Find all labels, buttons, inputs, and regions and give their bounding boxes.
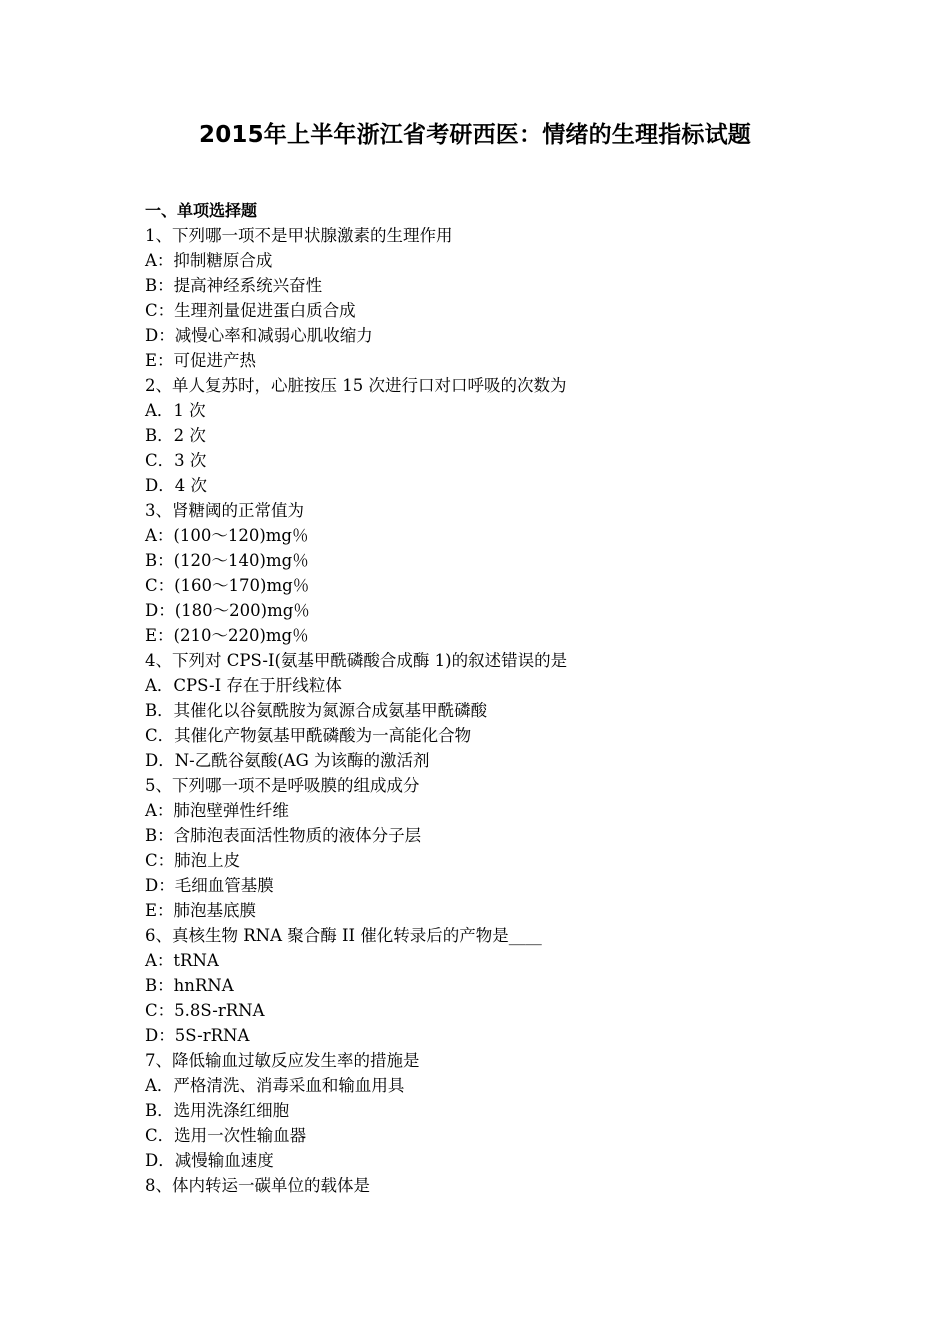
answer-option: B．其催化以谷氨酰胺为氮源合成氨基甲酰磷酸 xyxy=(145,701,488,720)
answer-option: E：可促进产热 xyxy=(145,351,257,370)
answer-option: A：tRNA xyxy=(145,951,219,970)
question-stem: 5、下列哪一项不是呼吸膜的组成成分 xyxy=(145,776,420,795)
answer-option: C．选用一次性输血器 xyxy=(145,1126,307,1145)
question-stem: 1、下列哪一项不是甲状腺激素的生理作用 xyxy=(145,226,453,245)
question-stem: 2、单人复苏时，心脏按压 15 次进行口对口呼吸的次数为 xyxy=(145,376,567,395)
answer-option: C：(160～170)mg％ xyxy=(145,576,310,595)
answer-option: C：5.8S-rRNA xyxy=(145,1001,265,1020)
answer-option: D．减慢输血速度 xyxy=(145,1151,274,1170)
question-stem: 4、下列对 CPS-I(氨基甲酰磷酸合成酶 1)的叙述错误的是 xyxy=(145,651,568,670)
question-block xyxy=(145,1173,845,1198)
answer-option: C：肺泡上皮 xyxy=(145,851,241,870)
answer-option: B：hnRNA xyxy=(145,976,234,995)
answer-option: A．1 次 xyxy=(145,401,206,420)
answer-option: D：(180～200)mg％ xyxy=(145,601,310,620)
answer-option: D：减慢心率和减弱心肌收缩力 xyxy=(145,326,373,345)
question-stem: 6、真核生物 RNA 聚合酶 II 催化转录后的产物是____ xyxy=(145,926,542,945)
question-block xyxy=(145,648,845,773)
answer-option: E：肺泡基底膜 xyxy=(145,901,257,920)
answer-option: E：(210～220)mg％ xyxy=(145,626,309,645)
answer-option: D：5S-rRNA xyxy=(145,1026,250,1045)
answer-option: B．选用洗涤红细胞 xyxy=(145,1101,290,1120)
question-stem: 8、体内转运一碳单位的载体是 xyxy=(145,1176,370,1195)
answer-option: B：(120～140)mg％ xyxy=(145,551,309,570)
question-stem: 3、肾糖阈的正常值为 xyxy=(145,501,304,520)
answer-option: D：毛细血管基膜 xyxy=(145,876,274,895)
answer-option: A：(100～120)mg％ xyxy=(145,526,309,545)
answer-option: A．CPS-I 存在于肝线粒体 xyxy=(145,676,342,695)
question-block xyxy=(145,223,845,373)
answer-option: D．4 次 xyxy=(145,476,207,495)
question-block xyxy=(145,498,845,648)
answer-option: C：生理剂量促进蛋白质合成 xyxy=(145,301,356,320)
question-block xyxy=(145,373,845,498)
document-title: 2015年上半年浙江省考研西医：情绪的生理指标试题 xyxy=(198,122,751,148)
question-block xyxy=(145,1048,845,1173)
question-list xyxy=(145,223,845,1198)
question-stem: 7、降低输血过敏反应发生率的措施是 xyxy=(145,1051,420,1070)
answer-option: A：抑制糖原合成 xyxy=(145,251,273,270)
answer-option: D．N-乙酰谷氨酸(AG 为该酶的激活剂 xyxy=(145,751,430,770)
answer-option: B．2 次 xyxy=(145,426,206,445)
question-block xyxy=(145,773,845,923)
section-heading: 一、单项选择题 xyxy=(145,201,258,220)
answer-option: C．3 次 xyxy=(145,451,207,470)
document-body xyxy=(145,198,845,1198)
answer-option: B：含肺泡表面活性物质的液体分子层 xyxy=(145,826,422,845)
answer-option: B：提高神经系统兴奋性 xyxy=(145,276,323,295)
answer-option: A：肺泡壁弹性纤维 xyxy=(145,801,289,820)
answer-option: A．严格清洗、消毒采血和输血用具 xyxy=(145,1076,405,1095)
answer-option: C．其催化产物氨基甲酰磷酸为一高能化合物 xyxy=(145,726,472,745)
question-block xyxy=(145,923,845,1048)
